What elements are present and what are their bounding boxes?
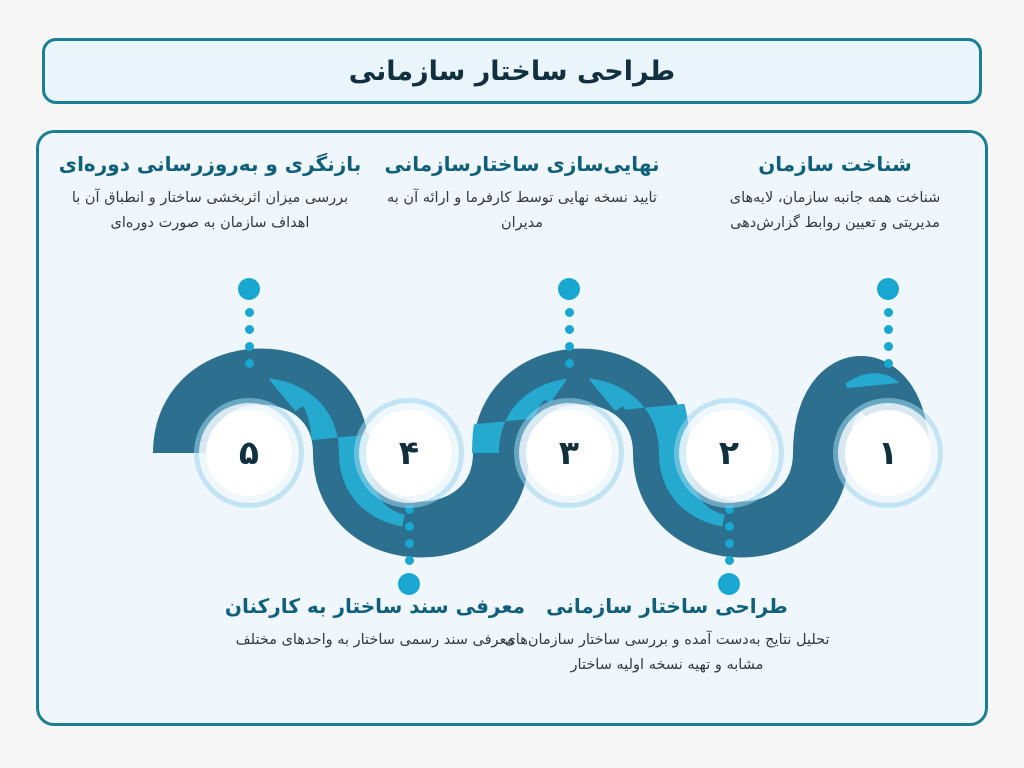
step-desc-2: تحلیل نتایج به‌دست آمده و بررسی ساختار سازمان‌های مشابه و تهیه نسخه اولیه ساختار	[504, 632, 830, 674]
step-connector-5	[244, 278, 254, 368]
step-number-3: ۳	[558, 432, 580, 472]
step-label-1	[705, 151, 965, 237]
connector-dotline-2	[725, 505, 734, 565]
step-desc-4: معرفی سند رسمی ساختار به واحدهای مختلف	[235, 632, 515, 648]
step-node-2[interactable]	[686, 410, 772, 496]
step-node-4[interactable]	[366, 410, 452, 496]
step-title-2: طراحی ساختار سازمانی	[546, 594, 788, 618]
step-title-5: بازنگری و به‌روزرسانی دوره‌ای	[58, 152, 362, 176]
step-connector-1	[883, 278, 893, 368]
step-desc-5: بررسی میزان اثربخشی ساختار و انطباق آن با اهداف سازمان به صورت دوره‌ای	[71, 190, 349, 232]
step-number-4: ۴	[398, 432, 420, 472]
step-connector-4	[404, 505, 414, 595]
step-node-5[interactable]	[206, 410, 292, 496]
diagram-panel	[36, 130, 988, 726]
connector-dotline-3	[565, 308, 574, 368]
page-title-card	[42, 38, 982, 104]
connector-dot-large-5	[238, 278, 260, 300]
step-label-3	[377, 151, 667, 237]
step-label-5	[55, 151, 365, 237]
connector-dot-large-4	[398, 573, 420, 595]
step-connector-2	[724, 505, 734, 595]
connector-dotline-1	[884, 308, 893, 368]
connector-dot-large-1	[877, 278, 899, 300]
connector-dot-large-2	[718, 573, 740, 595]
step-label-4	[205, 593, 545, 653]
step-title-1: شناخت سازمان	[758, 152, 912, 176]
step-desc-1: شناخت همه جانبه سازمان، لایه‌های مدیریتی و تعیین روابط گزارش‌دهی	[729, 190, 941, 232]
step-desc-3: تایید نسخه نهایی توسط کارفرما و ارائه آن به مدیران	[387, 190, 657, 232]
step-title-4: معرفی سند ساختار به کارکنان	[224, 594, 526, 618]
step-connector-3	[564, 278, 574, 368]
step-number-2: ۲	[718, 432, 740, 472]
step-label-2	[497, 593, 837, 679]
page-title: طراحی ساختار سازمانی	[348, 55, 676, 87]
step-number-5: ۵	[238, 432, 260, 472]
connector-dot-large-3	[558, 278, 580, 300]
step-node-1[interactable]	[845, 410, 931, 496]
step-number-1: ۱	[877, 432, 899, 472]
connector-dotline-4	[405, 505, 414, 565]
step-title-3: نهایی‌سازی ساختارسازمانی	[384, 152, 660, 176]
step-node-3[interactable]	[526, 410, 612, 496]
connector-dotline-5	[245, 308, 254, 368]
